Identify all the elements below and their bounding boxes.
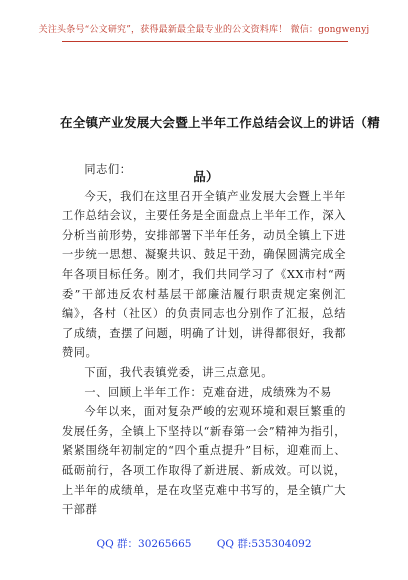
title-line-2: 品） [193, 169, 219, 184]
paragraph-review: 今年以来，面对复杂严峻的宏观环境和艰巨繁重的发展任务，全镇上下坚持以“新春第一会”精神为指引，紧紧围绕年初制定的“四个重点提升”目标，迎难而上、砥砺前行，各项工作取得了新进展、新成效。可以说，上半年的成绩单，是在攻坚克难中书写的，是全镇广大干部群 [62, 405, 346, 517]
paragraph-transition: 下面，我代表镇党委，讲三点意见。 [84, 365, 273, 379]
title-line-1: 在全镇产业发展大会暨上半年工作总结会议上的讲话（精 [60, 115, 381, 130]
footer-contacts [0, 536, 408, 551]
section-heading-1: 一、回顾上半年工作：克难奋进，成绩殊为不易 [84, 385, 332, 399]
header-banner: 关注头条号“公文研究”，获得最新最全最专业的公文资料库！ 微信：gongwenyj [38, 25, 370, 35]
document-body [62, 160, 346, 520]
salutation: 同志们： [84, 163, 132, 176]
header-divider [62, 41, 348, 42]
footer-qq-group-2: QQ 群:535304092 [216, 538, 312, 550]
paragraph-opening: 今天，我们在这里召开全镇产业发展大会暨上半年工作总结会议，主要任务是全面盘点上半年工作，深入分析当前形势，安排部署下半年任务，动员全镇上下进一步统一思想、凝聚共识、鼓足干劲，确保圆满完成全年各项目标任务。刚才，我们共同学习了《XX市村“两委”干部违反农村基层干部廉洁履行职责规定案例汇编》，各村（社区）的负责同志也分别作了汇报，总结了成绩，查摆了问题，明确了计划，讲得都很好，我都赞同。 [62, 189, 346, 360]
footer-qq-group-1: QQ 群：30265665 [96, 538, 192, 550]
